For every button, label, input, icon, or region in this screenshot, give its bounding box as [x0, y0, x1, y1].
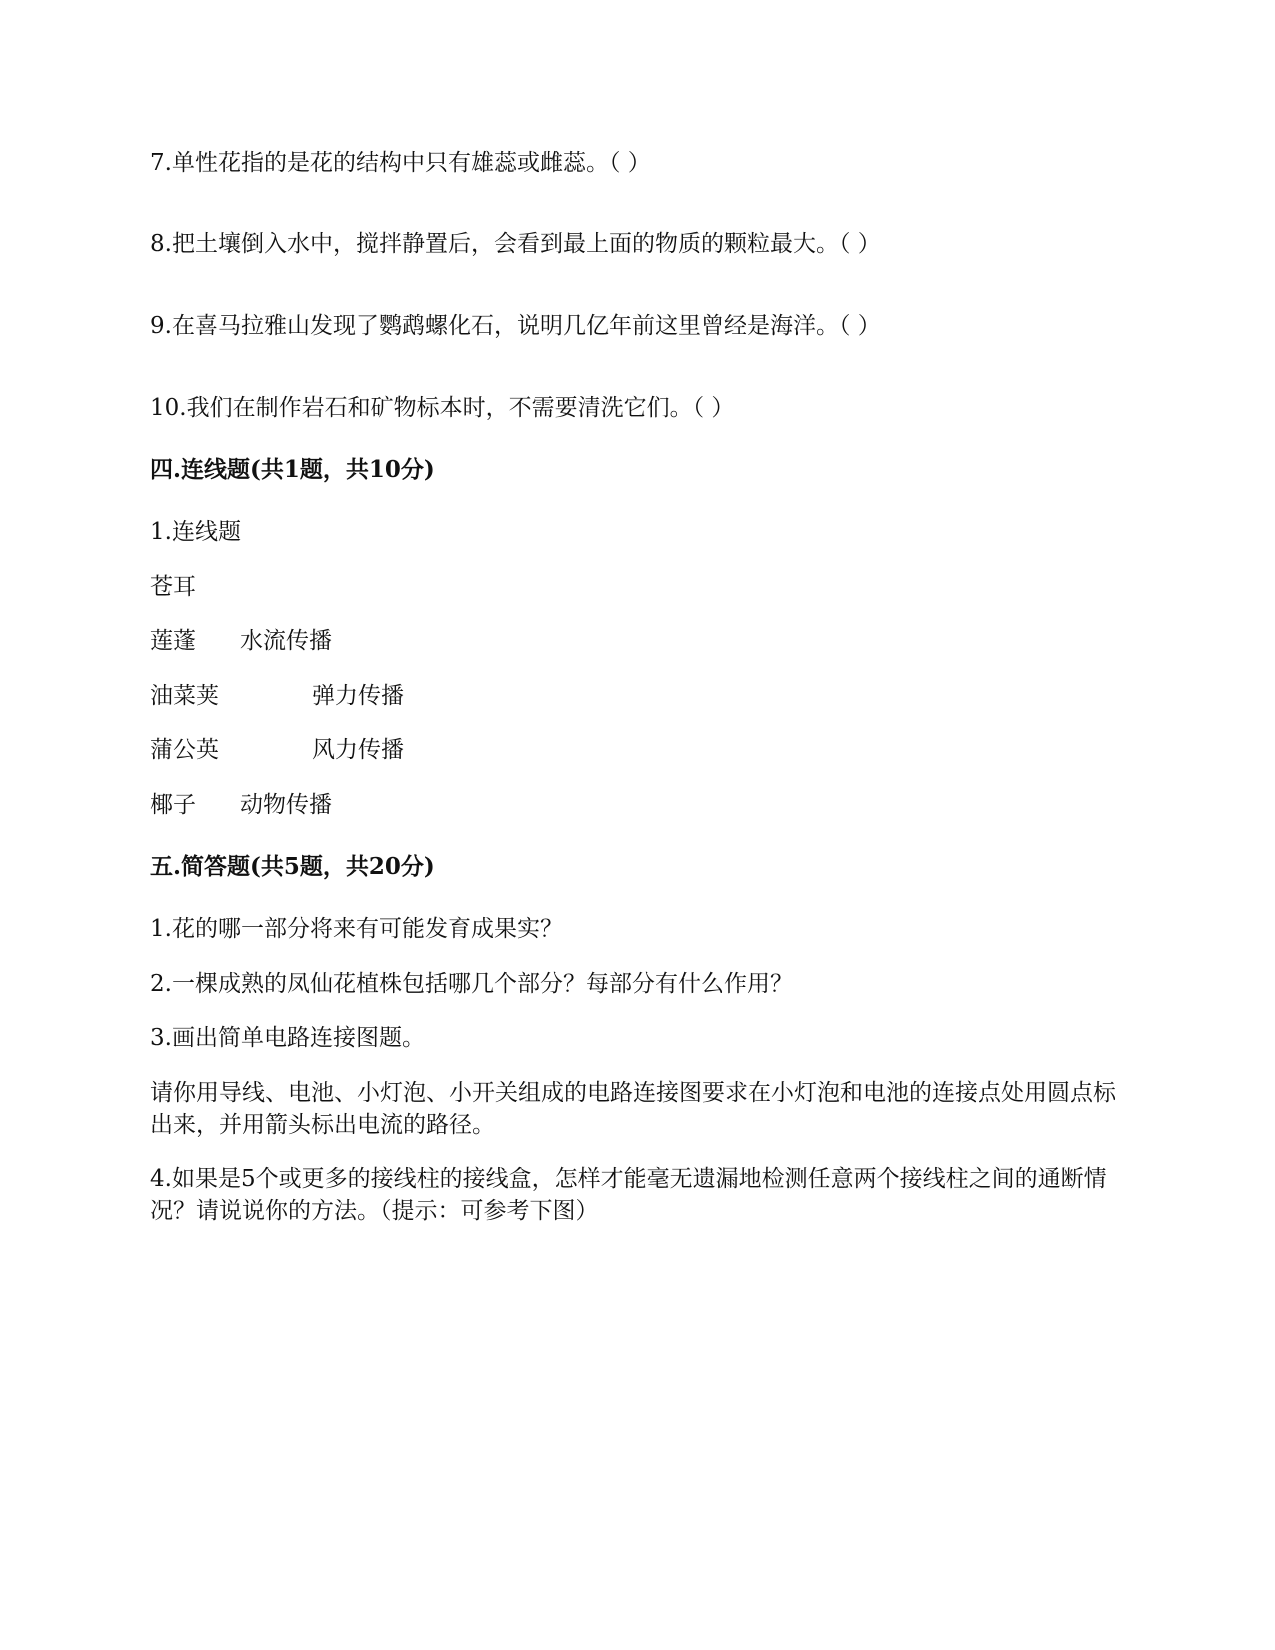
short-answer-question-3-detail: 请你用导线、电池、小灯泡、小开关组成的电路连接图要求在小灯泡和电池的连接点处用圆点标出来，并用箭头标出电流的路径。	[150, 1080, 1116, 1138]
section-heading-short-answer: 五.简答题(共5题，共20分)	[150, 853, 435, 880]
short-answer-question-1: 1.花的哪一部分将来有可能发育成果实？	[150, 916, 563, 942]
matching-right-item: 动物传播	[240, 792, 332, 818]
matching-row	[150, 571, 650, 603]
judgment-question-8: 8.把土壤倒入水中，搅拌静置后，会看到最上面的物质的颗粒最大。（ ）	[150, 231, 881, 257]
short-answer-question-4: 4.如果是5个或更多的接线柱的接线盒，怎样才能毫无遗漏地检测任意两个接线柱之间的通断情况？请说说你的方法。（提示：可参考下图）	[150, 1166, 1107, 1224]
matching-left-item: 蒲公英	[150, 737, 219, 763]
matching-row	[150, 789, 650, 821]
matching-row	[150, 734, 650, 766]
matching-left-item: 莲蓬	[150, 628, 196, 654]
short-answer-question-2: 2.一棵成熟的凤仙花植株包括哪几个部分？每部分有什么作用？	[150, 971, 793, 997]
matching-right-item: 水流传播	[240, 628, 332, 654]
judgment-question-9: 9.在喜马拉雅山发现了鹦鹉螺化石，说明几亿年前这里曾经是海洋。（ ）	[150, 313, 881, 339]
matching-left-item: 椰子	[150, 792, 196, 818]
matching-left-item: 油菜荚	[150, 683, 219, 709]
matching-right-item: 风力传播	[312, 737, 404, 763]
matching-question-1: 1.连线题	[150, 519, 241, 545]
judgment-question-10: 10.我们在制作岩石和矿物标本时，不需要清洗它们。（ ）	[150, 395, 735, 421]
matching-row	[150, 680, 650, 712]
section-heading-matching: 四.连线题(共1题，共10分)	[150, 456, 435, 483]
judgment-question-7: 7.单性花指的是花的结构中只有雄蕊或雌蕊。（ ）	[150, 150, 651, 176]
matching-right-item: 弹力传播	[312, 683, 404, 709]
matching-left-item: 苍耳	[150, 574, 196, 600]
matching-row	[150, 625, 650, 657]
short-answer-question-3: 3.画出简单电路连接图题。	[150, 1025, 425, 1051]
